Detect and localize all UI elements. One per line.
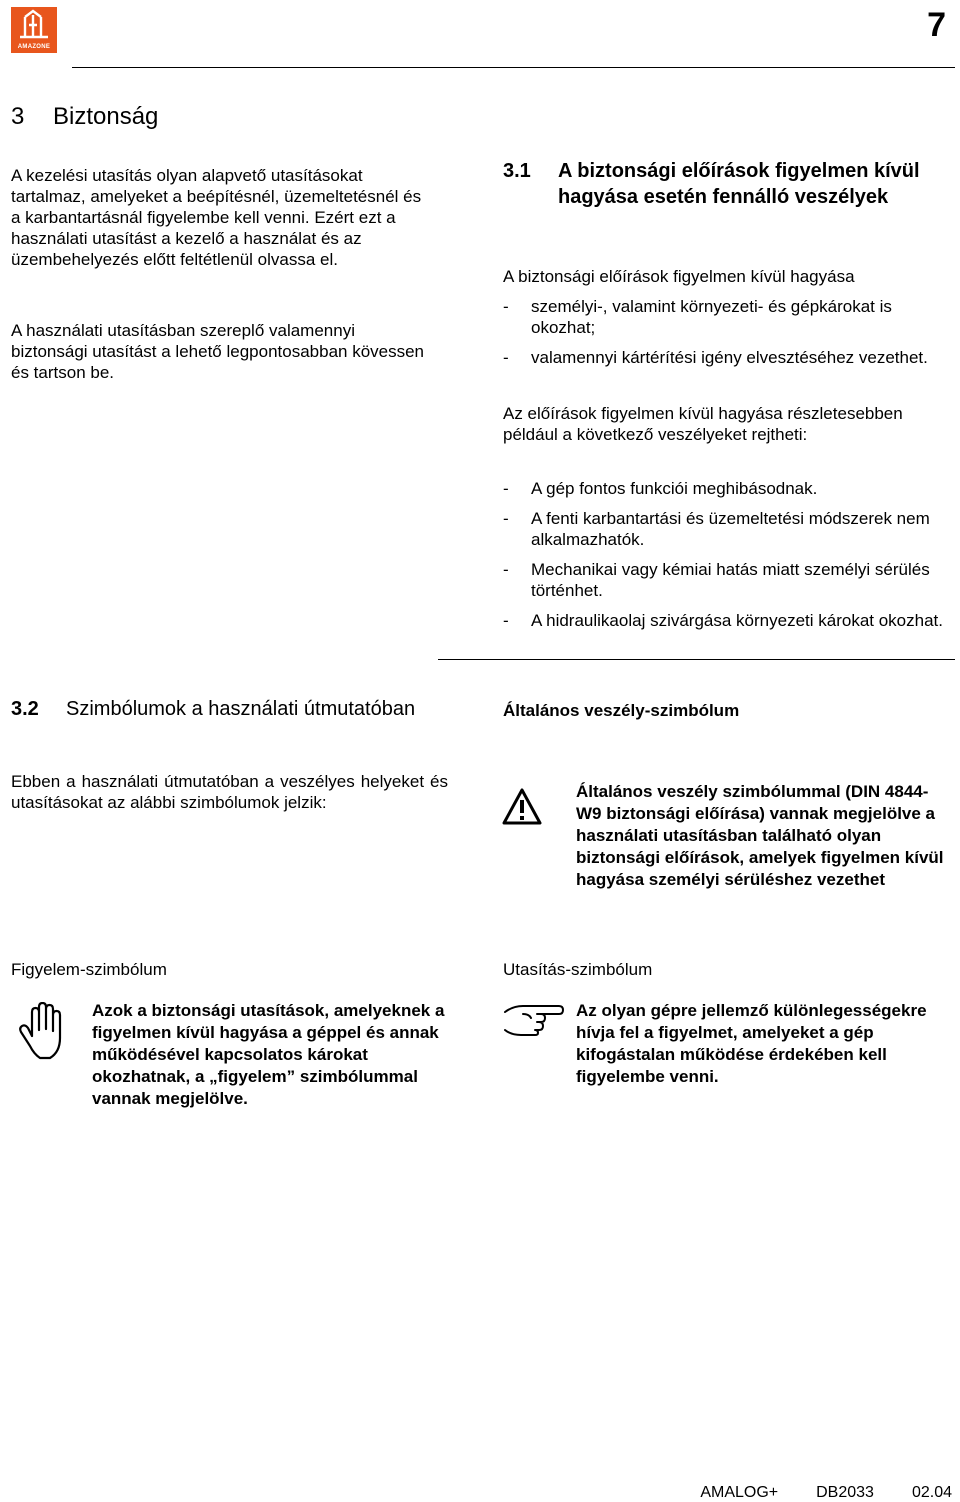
logo-text: AMAZONE: [17, 44, 51, 50]
section-3-1-heading: [503, 158, 943, 210]
section-3-heading: [11, 103, 158, 131]
section-3-1-paragraph-2: Az előírások figyelmen kívül hagyása részletesebben például a következő veszélyeket rejtheti:: [503, 404, 903, 444]
list-item: - A fenti karbantartási és üzemeltetési módszerek nem alkalmazhatók.: [503, 508, 953, 550]
list-item: - A hidraulikaolaj szivárgása környezeti károkat okozhat.: [503, 610, 953, 631]
section-divider: [438, 659, 955, 660]
logo-emblem-icon: [11, 7, 57, 43]
attention-text: Azok a biztonsági utasítások, amelyeknek a figyelmen kívül hagyása a géppel és annak működésével kapcsolatos károkat okozhatnak, a „figyelem” szimbólummal vannak megjelölve.: [92, 1001, 445, 1108]
amazone-logo: [11, 7, 57, 53]
attention-heading: Figyelem-szimbólum: [11, 960, 167, 979]
header-rule: [72, 67, 955, 68]
section-3-title: Biztonság: [53, 103, 159, 130]
list-item: - Mechanikai vagy kémiai hatás miatt személyi sérülés történhet.: [503, 559, 953, 601]
section-3-1-title: A biztonsági előírások figyelmen kívül hagyása esetén fennálló veszélyek: [558, 160, 920, 208]
section-3-2-number: 3.2: [11, 698, 39, 720]
section-3-number: 3: [11, 103, 25, 130]
pointing-hand-icon: [503, 1000, 565, 1036]
list-item: - A gép fontos funkciói meghibásodnak.: [503, 478, 953, 499]
section-3-2-title: Szimbólumok a használati útmutatóban: [66, 698, 416, 720]
section-3-2-heading: [11, 696, 431, 722]
footer-doc-code: DB2033: [816, 1484, 874, 1501]
section-3-1-number: 3.1: [503, 160, 531, 182]
section-3-1-list-1: [503, 296, 948, 377]
footer-date: 02.04: [911, 1484, 952, 1501]
list-item: - valamennyi kártérítési igény elvesztéséhez vezethet.: [503, 347, 948, 368]
stop-hand-icon: [18, 1002, 70, 1062]
general-danger-heading: Általános veszély-szimbólum: [503, 701, 740, 720]
page-number: 7: [927, 6, 946, 44]
section-3-2-intro: Ebben a használati útmutatóban a veszélyes helyeket és utasításokat az alábbi szimbólumok jelzik:: [11, 772, 448, 812]
section-3-1-intro: A biztonsági előírások figyelmen kívül hagyása: [503, 267, 855, 286]
instruction-text: Az olyan gépre jellemző különlegességekre hívja fel a figyelmet, amelyeket a gép kifogástalan működése érdekében kell figyelembe venni.: [576, 1001, 927, 1086]
footer: [700, 1484, 952, 1502]
section-3-1-list-2: [503, 478, 953, 640]
instruction-heading: Utasítás-szimbólum: [503, 960, 653, 979]
list-item: - személyi-, valamint környezeti- és gépkárokat is okozhat;: [503, 296, 948, 338]
footer-product: AMALOG+: [700, 1484, 779, 1501]
warning-triangle-icon: [502, 787, 542, 827]
section-3-paragraph-2: A használati utasításban szereplő valamennyi biztonsági utasítást a lehető legpontosabban kövessen és tartson be.: [11, 321, 425, 382]
section-3-paragraph-1: A kezelési utasítás olyan alapvető utasításokat tartalmaz, amelyeket a beépítésnél, üzemeltetésnél és a karbantartásnál figyelembe kell venni. Ezért ezt a használati utasítást a kezelő a használat és az üzembehelyezés előtt feltétlenül olvassa el.: [11, 166, 422, 269]
general-danger-text: Általános veszély szimbólummal (DIN 4844-W9 biztonsági előírása) vannak megjelölve a használati utasításban található olyan biztonsági előírások, amelyek figyelmen kívül hagyása személyi sérüléshez vezethet: [576, 782, 944, 889]
